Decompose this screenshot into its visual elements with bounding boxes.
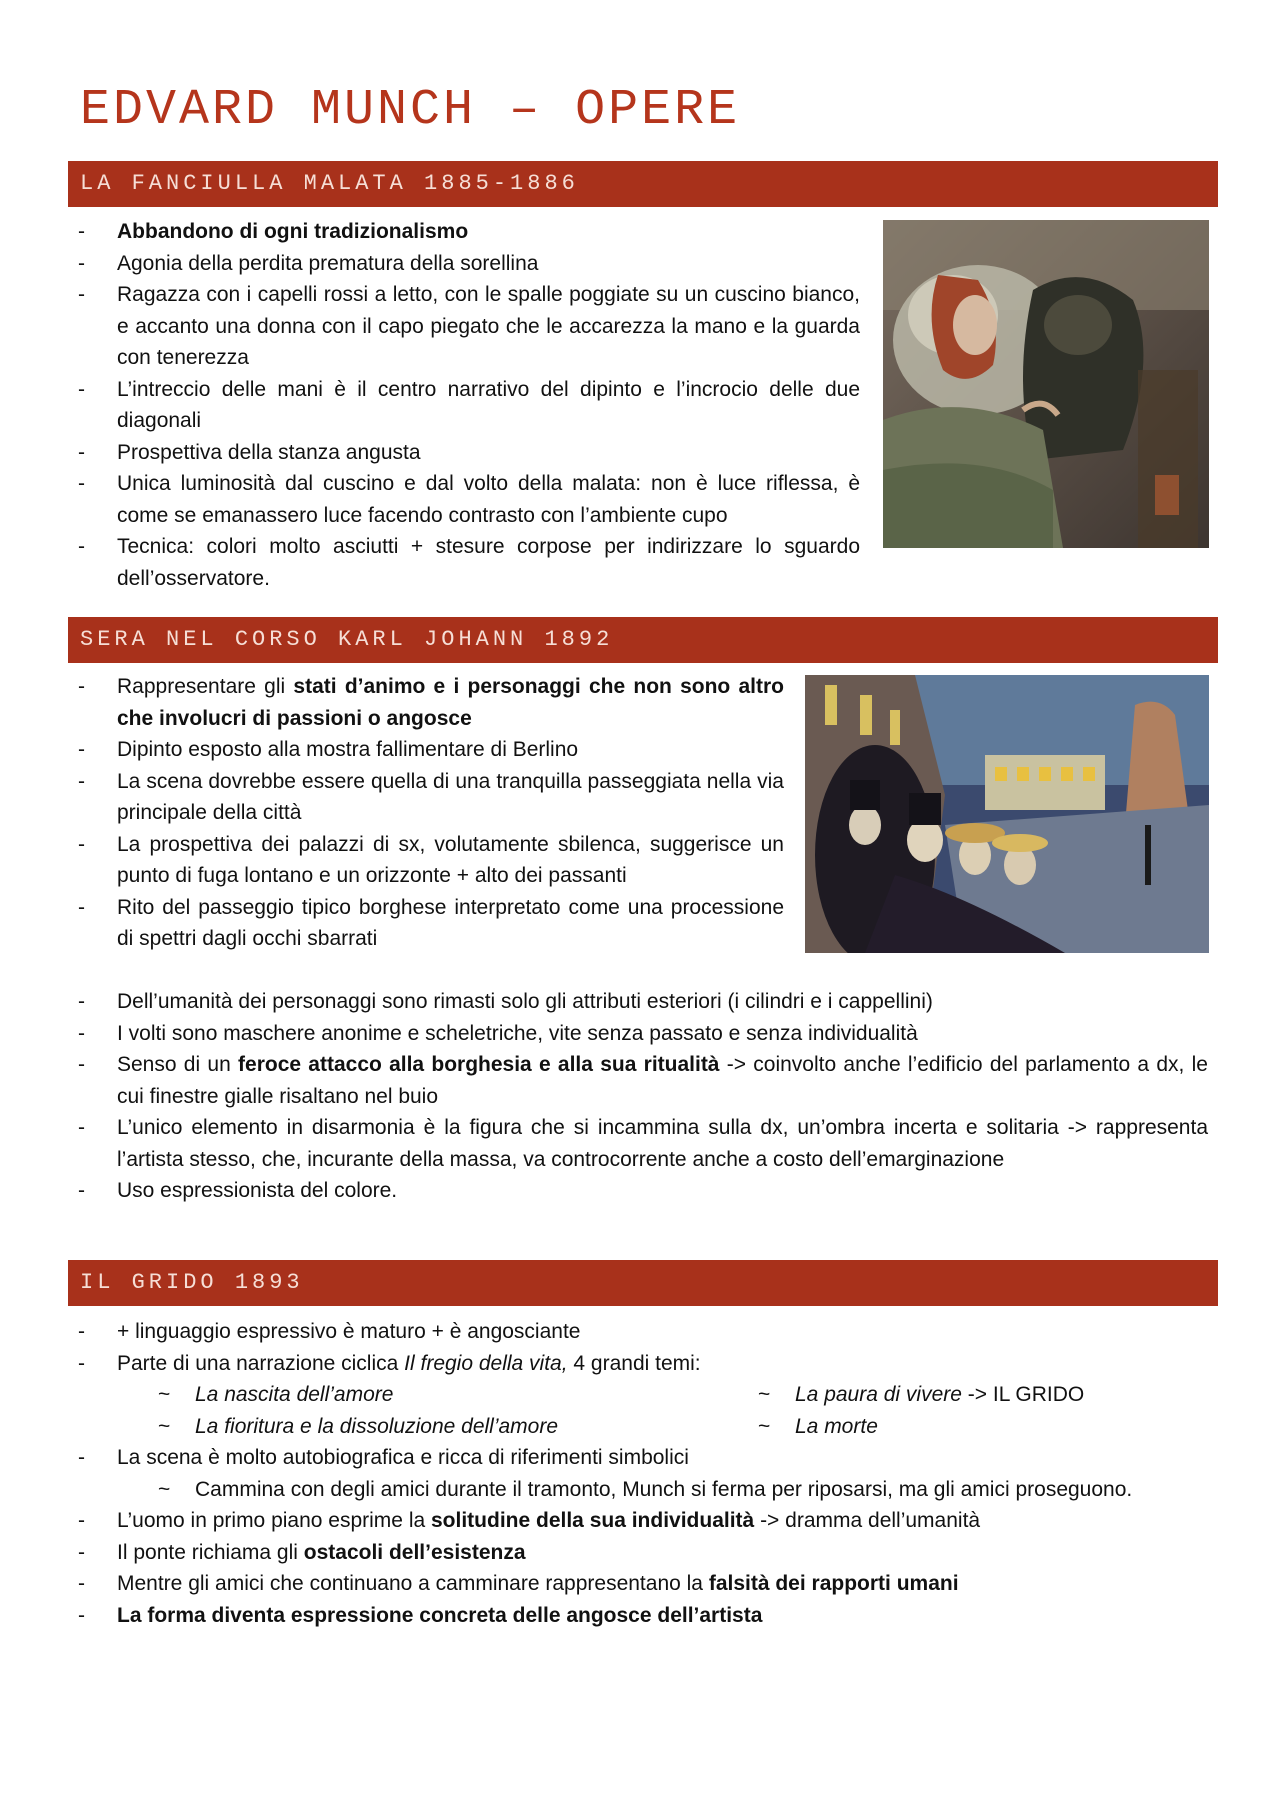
list-item: - L’uomo in primo piano esprime la solitudine della sua individualità -> dramma dell’umanità — [68, 1505, 1208, 1537]
list-item: - L’unico elemento in disarmonia è la figura che si incammina sulla dx, un’ombra incerta e solitaria -> rappresenta l’artista stesso, che, incurante della massa, va controcorrente anche a costo dell’emarginazione — [68, 1112, 1208, 1175]
painting-karl-johann — [805, 675, 1209, 953]
karl-johann-list-top — [68, 671, 784, 955]
page-title: EDVARD MUNCH – OPERE — [80, 82, 741, 139]
list-item: - Dipinto esposto alla mostra fallimentare di Berlino — [68, 734, 784, 766]
painting-fanciulla-malata — [883, 220, 1209, 548]
list-item: - Mentre gli amici che continuano a camminare rappresentano la falsità dei rapporti umani — [68, 1568, 1208, 1600]
list-item: - Rito del passeggio tipico borghese interpretato come una processione di spettri dagli occhi sbarrati — [68, 892, 784, 955]
theme-item: ~ La morte — [795, 1411, 1195, 1443]
list-item: - La scena è molto autobiografica e ricca di riferimenti simbolici — [68, 1442, 1208, 1474]
section-header-fanciulla-malata: LA FANCIULLA MALATA 1885-1886 — [68, 161, 1218, 207]
list-item: - L’intreccio delle mani è il centro narrativo del dipinto e l’incrocio delle due diagonali — [68, 374, 860, 437]
list-item: - Senso di un feroce attacco alla borghesia e alla sua ritualità -> coinvolto anche l’edificio del parlamento a dx, le cui finestre gialle risaltano nel buio — [68, 1049, 1208, 1112]
theme-item: ~ La fioritura e la dissoluzione dell’amore — [195, 1411, 795, 1443]
fanciulla-malata-list — [68, 216, 860, 594]
list-item: - Uso espressionista del colore. — [68, 1175, 1208, 1207]
theme-item: ~ La paura di vivere -> IL GRIDO — [795, 1379, 1195, 1411]
section-header-karl-johann: SERA NEL CORSO KARL JOHANN 1892 — [68, 617, 1218, 663]
section-header-il-grido: IL GRIDO 1893 — [68, 1260, 1218, 1306]
list-item: - Parte di una narrazione ciclica Il fregio della vita, 4 grandi temi: — [68, 1348, 1208, 1380]
list-item: - + linguaggio espressivo è maturo + è angosciante — [68, 1316, 1208, 1348]
list-item: - Il ponte richiama gli ostacoli dell’esistenza — [68, 1537, 1208, 1569]
list-subitem: ~ Cammina con degli amici durante il tramonto, Munch si ferma per riposarsi, ma gli amici proseguono. — [68, 1474, 1208, 1506]
list-item: - La prospettiva dei palazzi di sx, volutamente sbilenca, suggerisce un punto di fuga lontano e un orizzonte + alto dei passanti — [68, 829, 784, 892]
il-grido-list — [68, 1316, 1208, 1631]
theme-item: ~ La nascita dell’amore — [195, 1379, 795, 1411]
karl-johann-list-bottom — [68, 986, 1208, 1207]
list-item: - Tecnica: colori molto asciutti + stesure corpose per indirizzare lo sguardo dell’osservatore. — [68, 531, 860, 594]
list-item: - I volti sono maschere anonime e scheletriche, vite senza passato e senza individualità — [68, 1018, 1208, 1050]
list-item: - La forma diventa espressione concreta delle angosce dell’artista — [68, 1600, 1208, 1632]
themes-list — [68, 1379, 1208, 1442]
list-item: - Abbandono di ogni tradizionalismo — [68, 216, 860, 248]
list-item: - Dell’umanità dei personaggi sono rimasti solo gli attributi esteriori (i cilindri e i cappellini) — [68, 986, 1208, 1018]
list-item: - Agonia della perdita prematura della sorellina — [68, 248, 860, 280]
list-item: - Unica luminosità dal cuscino e dal volto della malata: non è luce riflessa, è come se emanassero luce facendo contrasto con l’ambiente cupo — [68, 468, 860, 531]
list-item: - Rappresentare gli stati d’animo e i personaggi che non sono altro che involucri di passioni o angosce — [68, 671, 784, 734]
list-item: - Ragazza con i capelli rossi a letto, con le spalle poggiate su un cuscino bianco, e accanto una donna con il capo piegato che le accarezza la mano e la guarda con tenerezza — [68, 279, 860, 374]
list-item: - La scena dovrebbe essere quella di una tranquilla passeggiata nella via principale della città — [68, 766, 784, 829]
list-item: - Prospettiva della stanza angusta — [68, 437, 860, 469]
